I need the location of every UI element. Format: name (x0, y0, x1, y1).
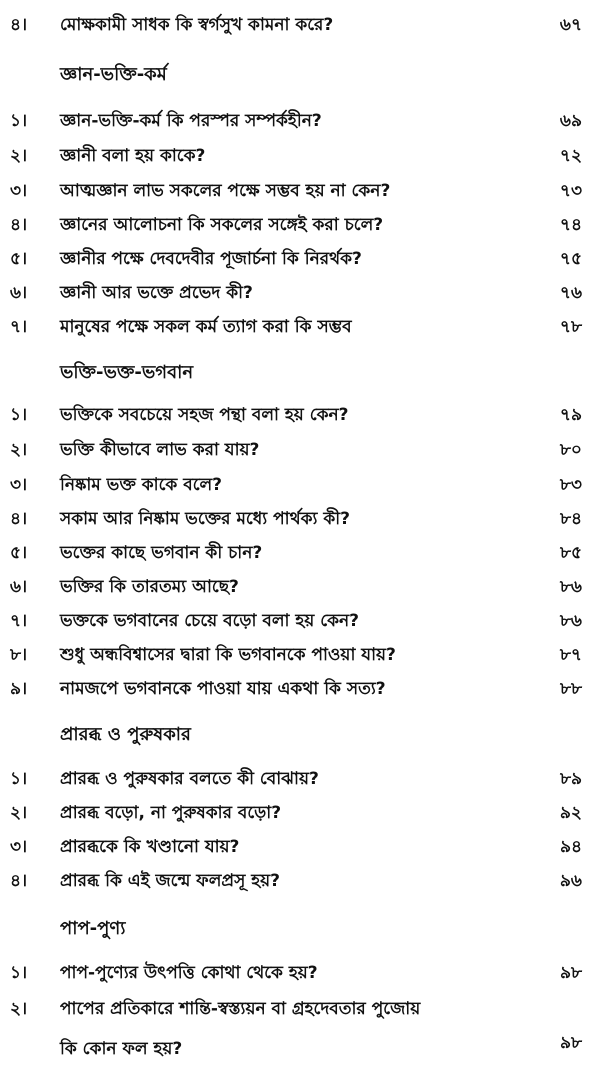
toc-entry (0, 608, 600, 640)
entry-number: ৫। (10, 543, 28, 563)
entry-number: ১। (10, 111, 28, 131)
entry-number: ২। (10, 440, 28, 460)
entry-question: জ্ঞানের আলোচনা কি সকলের সঙ্গেই করা চলে? (60, 215, 384, 235)
entry-question: ভক্তিকে সবচেয়ে সহজ পন্থা বলা হয় কেন? (60, 405, 349, 425)
entry-page-number: ৯২ (559, 803, 582, 823)
entry-page-number: ৯৮ (559, 963, 582, 983)
entry-number: ৩। (10, 475, 28, 495)
entry-page-number: ৯৮ (559, 1033, 582, 1053)
entry-question: ভক্তি কীভাবে লাভ করা যায়? (60, 440, 260, 460)
toc-entry (0, 960, 600, 992)
toc-entry (0, 314, 600, 346)
entry-page-number: ৭৬ (559, 283, 582, 303)
toc-entry (0, 178, 600, 210)
entry-question: আত্মজ্ঞান লাভ সকলের পক্ষে সম্ভব হয় না কেন? (60, 181, 391, 201)
entry-page-number: ৭৪ (559, 215, 582, 235)
toc-entry (0, 642, 600, 674)
entry-page-number: ৭৩ (559, 181, 582, 201)
entry-page-number: ৯৪ (559, 837, 582, 857)
entry-question: ভক্তির কি তারতম্য আছে? (60, 577, 239, 597)
entry-number: ৭। (10, 317, 28, 337)
entry-number: ৩। (10, 837, 28, 857)
toc-entry (0, 280, 600, 312)
entry-number: ৭। (10, 611, 28, 631)
entry-question: নিষ্কাম ভক্ত কাকে বলে? (60, 475, 223, 495)
entry-page-number: ৮৮ (559, 679, 582, 699)
entry-number: ২। (10, 146, 28, 166)
toc-entry (0, 212, 600, 244)
toc-entry (0, 143, 600, 175)
entry-question: নামজপে ভগবানকে পাওয়া যায় একথা কি সত্য? (60, 679, 386, 699)
entry-question: প্রারব্ধ বড়ো, না পুরুষকার বড়ো? (60, 803, 282, 823)
entry-page-number: ৭২ (559, 146, 582, 166)
section-heading: প্রারব্ধ ও পুরুষকার (60, 724, 191, 745)
entry-page-number: ৯৬ (559, 871, 582, 891)
entry-number: ৬। (10, 577, 28, 597)
entry-number: ১। (10, 769, 28, 789)
entry-page-number: ৮৬ (559, 577, 582, 597)
entry-question: মানুষের পক্ষে সকল কর্ম ত্যাগ করা কি সম্ভব (60, 317, 352, 337)
entry-question: ভক্তের কাছে ভগবান কী চান? (60, 543, 263, 563)
toc-entry (0, 766, 600, 798)
entry-number: ৪। (10, 15, 28, 35)
entry-question: সকাম আর নিষ্কাম ভক্তের মধ্যে পার্থক্য কী? (60, 509, 350, 529)
entry-question: জ্ঞানীর পক্ষে দেবদেবীর পূজার্চনা কি নিরর্থক? (60, 249, 362, 269)
entry-page-number: ৬৯ (559, 111, 582, 131)
entry-question: জ্ঞান-ভক্তি-কর্ম কি পরস্পর সম্পর্কহীন? (60, 111, 322, 131)
entry-number: ৮। (10, 645, 28, 665)
toc-entry (0, 868, 600, 900)
toc-entry (0, 108, 600, 140)
entry-question: প্রারব্ধকে কি খণ্ডানো যায়? (60, 837, 240, 857)
entry-number: ৪। (10, 509, 28, 529)
entry-question (60, 996, 530, 1064)
entry-number: ৩। (10, 181, 28, 201)
toc-entry (0, 246, 600, 278)
entry-page-number: ৮০ (559, 440, 582, 460)
section-heading: ভক্তি-ভক্ত-ভগবান (60, 362, 194, 383)
toc-entry (0, 834, 600, 866)
entry-number: ৪। (10, 871, 28, 891)
entry-page-number: ৭৮ (559, 317, 582, 337)
toc-entry (0, 996, 600, 1060)
toc-entry (0, 437, 600, 469)
entry-page-number: ৮৫ (559, 543, 582, 563)
toc-entry (0, 574, 600, 606)
toc-entry (0, 12, 600, 44)
toc-entry (0, 800, 600, 832)
toc-entry (0, 676, 600, 708)
entry-page-number: ৮৯ (559, 769, 582, 789)
section-heading: জ্ঞান-ভক্তি-কর্ম (60, 64, 167, 85)
entry-number: ৯। (10, 679, 28, 699)
entry-question: মোক্ষকামী সাধক কি স্বর্গসুখ কামনা করে? (60, 15, 334, 35)
entry-page-number: ৭৯ (559, 405, 582, 425)
entry-number: ২। (10, 803, 28, 823)
entry-page-number: ৮৩ (559, 475, 582, 495)
toc-entry (0, 540, 600, 572)
entry-question: প্রারব্ধ কি এই জন্মে ফলপ্রসূ হয়? (60, 871, 281, 891)
toc-entry (0, 402, 600, 434)
entry-number: ২। (10, 999, 28, 1019)
entry-page-number: ৮৬ (559, 611, 582, 631)
entry-page-number: ৮৭ (559, 645, 582, 665)
entry-question: জ্ঞানী বলা হয় কাকে? (60, 146, 206, 166)
entry-page-number: ৬৭ (559, 15, 582, 35)
entry-question-line1: পাপের প্রতিকারে শান্তি-স্বস্ত্যয়ন বা গ্রহদেবতার পুজোয় (60, 999, 421, 1019)
section-heading: পাপ-পুণ্য (60, 918, 126, 939)
entry-question: শুধু অন্ধবিশ্বাসের দ্বারা কি ভগবানকে পাওয়া যায়? (60, 645, 396, 665)
toc-entry (0, 472, 600, 504)
entry-question: জ্ঞানী আর ভক্তে প্রভেদ কী? (60, 283, 253, 303)
entry-page-number: ৭৫ (559, 249, 582, 269)
entry-question: পাপ-পুণ্যের উৎপত্তি কোথা থেকে হয়? (60, 963, 318, 983)
entry-number: ১। (10, 405, 28, 425)
entry-number: ১। (10, 963, 28, 983)
entry-number: ৫। (10, 249, 28, 269)
entry-number: ৬। (10, 283, 28, 303)
entry-question: প্রারব্ধ ও পুরুষকার বলতে কী বোঝায়? (60, 769, 319, 789)
entry-page-number: ৮৪ (559, 509, 582, 529)
entry-question: ভক্তকে ভগবানের চেয়ে বড়ো বলা হয় কেন? (60, 611, 360, 631)
toc-entry (0, 506, 600, 538)
entry-question-line2: কি কোন ফল হয়? (60, 1039, 183, 1059)
entry-number: ৪। (10, 215, 28, 235)
